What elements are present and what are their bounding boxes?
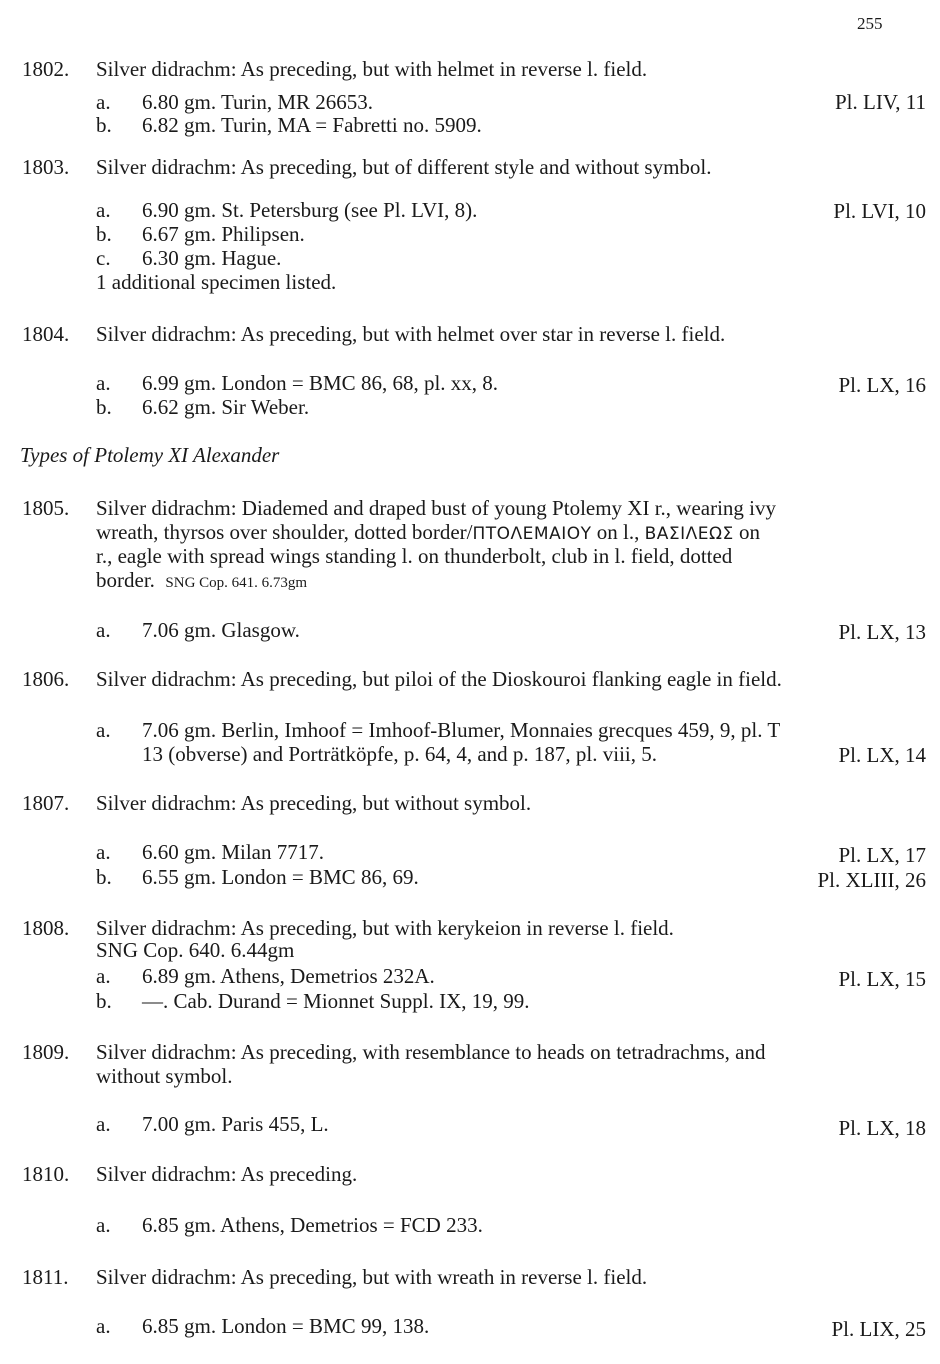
- entry-number: 1810.: [22, 1162, 70, 1186]
- greek-legend-left: ΠΤΟΛΕΜΑΙΟΥ: [472, 524, 592, 544]
- entry-number: 1811.: [22, 1265, 69, 1289]
- entry-description: Silver didrachm: As preceding, but of different style and without symbol.: [96, 155, 712, 179]
- specimen-text: 6.89 gm. Athens, Demetrios 232A.: [142, 964, 435, 988]
- specimen: [96, 1314, 429, 1338]
- entry-description: Silver didrachm: As preceding, but with wreath in reverse l. field.: [96, 1265, 648, 1289]
- plate-reference: Pl. LX, 15: [838, 967, 926, 991]
- specimen-label: b.: [96, 989, 112, 1013]
- specimen: [96, 246, 281, 270]
- specimen: [96, 1112, 329, 1136]
- specimen-text: 7.06 gm. Glasgow.: [142, 618, 300, 642]
- entry-description: Silver didrachm: As preceding, but with kerykeion in reverse l. field.: [96, 916, 674, 940]
- plate-reference: Pl. LIX, 25: [831, 1317, 926, 1341]
- specimen-label: b.: [96, 865, 112, 889]
- specimen: [96, 865, 419, 889]
- sng-reference: SNG Cop. 641. 6.73gm: [165, 575, 308, 591]
- entry-description: Silver didrachm: As preceding, but piloi of the Dioskouroi flanking eagle in field.: [96, 667, 782, 691]
- entry-description: Silver didrachm: As preceding, but without symbol.: [96, 791, 532, 815]
- greek-legend-right: ΒΑΣΙΛΕΩΣ: [644, 524, 734, 544]
- entry-description-line: wreath, thyrsos over shoulder, dotted border/ΠΤΟΛΕΜΑΙΟΥ on l., ΒΑΣΙΛΕΩΣ on: [96, 520, 760, 544]
- entry-number: 1806.: [22, 667, 70, 691]
- specimen-text: 6.85 gm. Athens, Demetrios = FCD 233.: [142, 1213, 483, 1237]
- specimen-label: a.: [96, 964, 111, 988]
- plate-reference: Pl. LX, 13: [838, 620, 926, 644]
- specimen-label: a.: [96, 618, 111, 642]
- page-number: 255: [857, 14, 883, 33]
- specimen-label: c.: [96, 246, 111, 270]
- specimen: [96, 90, 373, 114]
- specimen-text: 6.55 gm. London = BMC 86, 69.: [142, 865, 419, 889]
- specimen-text: 6.99 gm. London = BMC 86, 68, pl. xx, 8.: [142, 371, 499, 395]
- entry-description: Silver didrachm: As preceding.: [96, 1162, 358, 1186]
- specimen: [96, 371, 498, 395]
- entry-number: 1809.: [22, 1040, 70, 1064]
- plate-reference: Pl. XLIII, 26: [817, 868, 926, 892]
- specimen-text: 7.06 gm. Berlin, Imhoof = Imhoof-Blumer, Monnaies grecques 459, 9, pl. T: [142, 718, 781, 742]
- section-heading: Types of Ptolemy XI Alexander: [20, 443, 280, 467]
- plate-reference: Pl. LX, 14: [838, 743, 926, 767]
- specimen: [96, 989, 530, 1013]
- specimen: [96, 964, 435, 988]
- entry-description-line: border. SNG Cop. 641. 6.73gm: [96, 568, 308, 592]
- entry-description-line: Silver didrachm: As preceding, with resemblance to heads on tetradrachms, and: [96, 1040, 766, 1064]
- specimen-label: a.: [96, 198, 111, 222]
- entry-number: 1807.: [22, 791, 70, 815]
- entry-number: 1808.: [22, 916, 70, 940]
- specimen: [96, 618, 300, 642]
- additional-specimens-note: 1 additional specimen listed.: [96, 270, 337, 294]
- specimen-label: a.: [96, 90, 111, 114]
- specimen: [96, 718, 780, 742]
- entry-description-line: without symbol.: [96, 1064, 233, 1088]
- plate-reference: Pl. LX, 18: [838, 1116, 926, 1140]
- entry-description-line: r., eagle with spread wings standing l. on thunderbolt, club in l. field, dotted: [96, 544, 733, 568]
- specimen-label: a.: [96, 1213, 111, 1237]
- plate-reference: Pl. LVI, 10: [833, 199, 926, 223]
- plate-reference: Pl. LIV, 11: [834, 90, 926, 114]
- specimen-label: b.: [96, 395, 112, 419]
- entry-number: 1803.: [22, 155, 70, 179]
- specimen-label: a.: [96, 840, 111, 864]
- specimen-text: 6.85 gm. London = BMC 99, 138.: [142, 1314, 430, 1338]
- specimen: [96, 395, 309, 419]
- entry-description-line: Silver didrachm: Diademed and draped bust of young Ptolemy XI r., wearing ivy: [96, 496, 777, 520]
- entry-description: Silver didrachm: As preceding, but with helmet in reverse l. field.: [96, 57, 648, 81]
- entry-description: Silver didrachm: As preceding, but with helmet over star in reverse l. field.: [96, 322, 726, 346]
- specimen: [96, 113, 482, 137]
- specimen-text: 6.30 gm. Hague.: [142, 246, 282, 270]
- specimen: [96, 840, 324, 864]
- specimen-label: b.: [96, 222, 112, 246]
- specimen-text: 6.80 gm. Turin, MR 26653.: [142, 90, 374, 114]
- plate-reference: Pl. LX, 17: [838, 843, 926, 867]
- specimen-label: a.: [96, 1112, 111, 1136]
- specimen-text: 6.82 gm. Turin, MA = Fabretti no. 5909.: [142, 113, 482, 137]
- specimen-text: 6.90 gm. St. Petersburg (see Pl. LVI, 8).: [142, 198, 478, 222]
- specimen-label: b.: [96, 113, 112, 137]
- specimen-text: —. Cab. Durand = Mionnet Suppl. IX, 19, 99.: [142, 989, 530, 1013]
- entry-number: 1805.: [22, 496, 70, 520]
- specimen-text: 6.67 gm. Philipsen.: [142, 222, 305, 246]
- specimen-text: 6.62 gm. Sir Weber.: [142, 395, 310, 419]
- specimen-text: 7.00 gm. Paris 455, L.: [142, 1112, 329, 1136]
- entry-number: 1804.: [22, 322, 70, 346]
- plate-reference: Pl. LX, 16: [838, 373, 926, 397]
- sng-reference: SNG Cop. 640. 6.44gm: [96, 938, 295, 962]
- specimen-text: 6.60 gm. Milan 7717.: [142, 840, 324, 864]
- specimen: [96, 222, 305, 246]
- specimen: [96, 1213, 483, 1237]
- specimen-text-continued: 13 (obverse) and Porträtköpfe, p. 64, 4, and p. 187, pl. viii, 5.: [142, 742, 657, 766]
- entry-number: 1802.: [22, 57, 70, 81]
- specimen: [96, 198, 477, 222]
- specimen-label: a.: [96, 718, 111, 742]
- specimen-label: a.: [96, 371, 111, 395]
- specimen-label: a.: [96, 1314, 111, 1338]
